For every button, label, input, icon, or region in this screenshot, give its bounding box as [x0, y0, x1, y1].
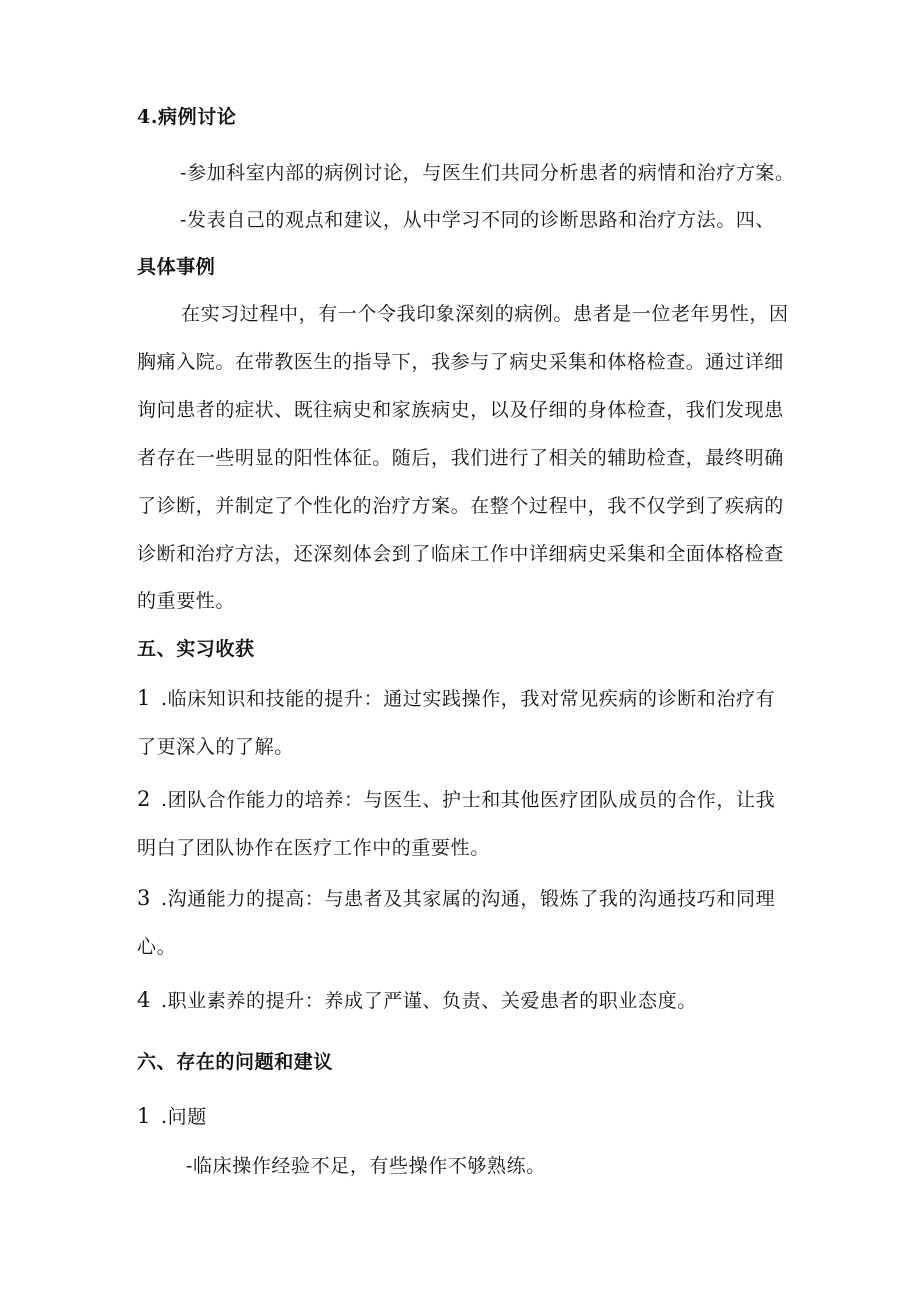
list-item: -临床操作经验不足，有些操作不够熟练。 — [186, 1155, 546, 1177]
list-item: -参加科室内部的病例讨论，与医生们共同分析患者的病情和治疗方案。 — [180, 162, 795, 184]
list-item — [137, 686, 775, 711]
list-item — [137, 1104, 207, 1129]
list-item — [137, 787, 775, 812]
section-heading-case-discussion: 4.病例讨论 — [137, 106, 237, 128]
list-item-text: .团队合作能力的培养：与医生、护士和其他医疗团队成员的合作，让我 — [160, 789, 776, 811]
list-item-text: .问题 — [160, 1106, 207, 1128]
paragraph-line: 者存在一些明显的阳性体征。随后，我们进行了相关的辅助检查，最终明确 — [137, 447, 784, 469]
list-item — [137, 988, 697, 1013]
list-number: 1 — [137, 1104, 151, 1128]
paragraph-line: 胸痛入院。在带教医生的指导下，我参与了病史采集和体格检查。通过详细 — [137, 351, 784, 373]
paragraph-line: 的重要性。 — [137, 590, 236, 612]
list-item-continuation: 了更深入的了解。 — [137, 736, 294, 758]
paragraph-line: 诊断和治疗方法，还深刻体会到了临床工作中详细病史采集和全面体格检查 — [137, 543, 784, 565]
list-number: 1 — [137, 686, 151, 710]
list-item-continuation: 明白了团队协作在医疗工作中的重要性。 — [137, 837, 490, 859]
list-number: 2 — [137, 787, 151, 811]
paragraph-line: 了诊断，并制定了个性化的治疗方案。在整个过程中，我不仅学到了疾病的 — [137, 495, 784, 517]
list-item-continuation: 心。 — [137, 936, 177, 958]
paragraph-line: 在实习过程中，有一个令我印象深刻的病例。患者是一位老年男性，因 — [181, 303, 789, 325]
list-number: 4 — [137, 988, 151, 1012]
list-number: 3 — [137, 886, 151, 910]
list-item: -发表自己的观点和建议，从中学习不同的诊断思路和治疗方法。四、 — [180, 209, 776, 231]
list-item-text: .职业素养的提升：养成了严谨、负责、关爱患者的职业态度。 — [160, 990, 697, 1012]
section-heading-specific-case: 具体事例 — [137, 256, 216, 278]
section-heading-problems: 六、存在的问题和建议 — [137, 1051, 334, 1073]
paragraph-line: 询问患者的症状、既往病史和家族病史，以及仔细的身体检查，我们发现患 — [137, 399, 784, 421]
list-item-text: .临床知识和技能的提升：通过实践操作，我对常见疾病的诊断和治疗有 — [160, 688, 776, 710]
list-item — [137, 886, 775, 911]
section-heading-gains: 五、实习收获 — [137, 638, 255, 660]
list-item-text: .沟通能力的提高：与患者及其家属的沟通，锻炼了我的沟通技巧和同理 — [160, 888, 776, 910]
